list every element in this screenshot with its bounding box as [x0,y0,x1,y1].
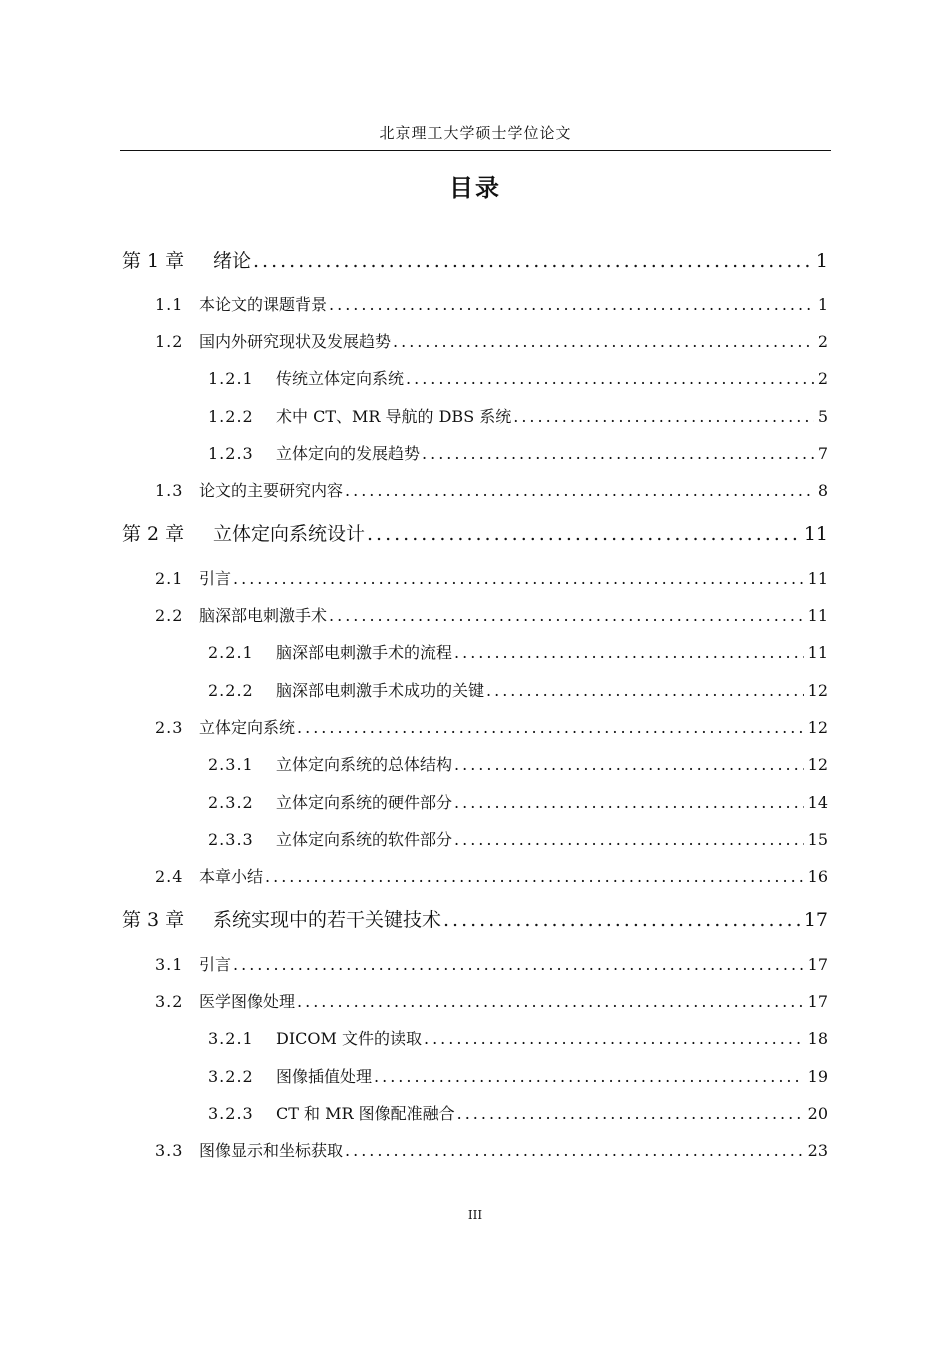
toc-page: 23 [807,1141,828,1160]
toc-label: 脑深部电刺激手术 [199,606,328,625]
toc-label: CT 和 MR 图像配准融合 [276,1104,455,1123]
toc-page: 5 [817,407,828,426]
toc-entry-chapter-3[interactable] [122,905,828,931]
toc-number: 第 1 章 [122,250,185,272]
toc-leader [297,718,804,737]
toc-label: 论文的主要研究内容 [199,481,344,500]
toc-entry-1-1[interactable] [155,292,828,314]
toc-entry-2-2-2[interactable] [208,678,828,700]
toc-number: 1.1 [155,295,184,314]
toc-number: 2.3.1 [208,755,254,774]
toc-entry-2-3-3[interactable] [208,827,828,849]
toc-entry-2-2-1[interactable] [208,640,828,662]
toc-page: 12 [807,718,828,737]
toc-leader [345,481,814,500]
toc-label: 立体定向系统的总体结构 [276,755,453,774]
toc-label: 术中 CT、MR 导航的 DBS 系统 [276,407,512,426]
toc-page: 2 [817,369,828,388]
toc-entry-2-3-1[interactable] [208,752,828,774]
toc-page: 18 [807,1029,828,1048]
toc-page: 19 [807,1067,828,1086]
toc-number: 2.2 [155,606,184,625]
toc-entry-2-4[interactable] [155,864,828,886]
toc-page: 12 [807,681,828,700]
toc-entry-1-2-3[interactable] [208,441,828,463]
toc-number: 2.4 [155,867,184,886]
toc-number: 1.3 [155,481,184,500]
page-number: III [467,1208,483,1222]
toc-entry-2-3[interactable] [155,715,828,737]
toc-label: 脑深部电刺激手术成功的关键 [276,681,485,700]
toc-label: 立体定向系统 [199,718,296,737]
toc-entry-1-2[interactable] [155,329,828,351]
toc-label: 本章小结 [199,867,264,886]
toc-entry-2-3-2[interactable] [208,790,828,812]
toc-entry-2-2[interactable] [155,603,828,625]
header-rule [120,150,831,151]
toc-entry-3-3[interactable] [155,1138,828,1160]
toc-leader [253,250,812,272]
toc-entry-3-2-1[interactable] [208,1026,828,1048]
toc-number: 第 3 章 [122,909,185,931]
toc-entry-1-3[interactable] [155,478,828,500]
toc-label: 绪论 [213,250,252,272]
toc-number: 3.2.3 [208,1104,254,1123]
toc-page: 11 [807,606,828,625]
toc-number: 3.3 [155,1141,184,1160]
toc-label: DICOM 文件的读取 [276,1029,422,1048]
toc-number: 1.2 [155,332,184,351]
toc-page: 8 [817,481,828,500]
toc-leader [345,1141,804,1160]
toc-label: 引言 [199,569,232,588]
toc-entry-3-2-3[interactable] [208,1101,828,1123]
toc-leader [297,992,804,1011]
toc-page: 11 [807,643,828,662]
toc-number: 2.1 [155,569,184,588]
toc-number: 2.3 [155,718,184,737]
toc-label: 系统实现中的若干关键技术 [213,909,442,931]
toc-leader [374,1067,804,1086]
toc-number: 3.2 [155,992,184,1011]
toc-page: 17 [803,909,828,931]
toc-page: 17 [807,955,828,974]
toc-leader [486,681,804,700]
toc-label: 立体定向的发展趋势 [276,444,421,463]
toc-page: 2 [817,332,828,351]
toc-number: 2.3.3 [208,830,254,849]
toc-label: 图像插值处理 [276,1067,373,1086]
toc-title: 目录 [449,174,501,202]
toc-leader [443,909,800,931]
toc-label: 立体定向系统设计 [213,523,366,545]
toc-leader [454,755,804,774]
toc-number: 2.2.1 [208,643,254,662]
toc-label: 传统立体定向系统 [276,369,405,388]
toc-entry-chapter-1[interactable] [122,246,828,272]
toc-entry-3-2[interactable] [155,989,828,1011]
toc-page: 17 [807,992,828,1011]
toc-leader [424,1029,804,1048]
toc-entry-2-1[interactable] [155,566,828,588]
toc-page: 7 [817,444,828,463]
toc-label: 医学图像处理 [199,992,296,1011]
toc-leader [513,407,814,426]
toc-leader [329,606,804,625]
toc-leader [457,1104,804,1123]
toc-entry-1-2-1[interactable] [208,366,828,388]
toc-page: 1 [815,250,828,272]
toc-entry-3-2-2[interactable] [208,1064,828,1086]
toc-entry-3-1[interactable] [155,952,828,974]
toc-number: 1.2.3 [208,444,254,463]
running-header: 北京理工大学硕士学位论文 [379,124,572,142]
toc-number: 1.2.2 [208,407,254,426]
toc-label: 国内外研究现状及发展趋势 [199,332,392,351]
toc-number: 1.2.1 [208,369,254,388]
toc-page: 14 [807,793,828,812]
toc-leader [406,369,814,388]
toc-leader [265,867,804,886]
toc-label: 立体定向系统的软件部分 [276,830,453,849]
toc-page: 16 [807,867,828,886]
toc-page: 11 [807,569,828,588]
toc-page: 11 [803,523,828,545]
toc-leader [454,643,804,662]
toc-leader [329,295,814,314]
toc-leader [454,793,804,812]
toc-leader [454,830,804,849]
toc-page: 12 [807,755,828,774]
toc-number: 3.2.1 [208,1029,254,1048]
toc-label: 脑深部电刺激手术的流程 [276,643,453,662]
toc-leader [393,332,814,351]
toc-number: 2.2.2 [208,681,254,700]
toc-number: 3.2.2 [208,1067,254,1086]
toc-label: 立体定向系统的硬件部分 [276,793,453,812]
toc-number: 3.1 [155,955,184,974]
toc-entry-1-2-2[interactable] [208,404,828,426]
toc-number: 2.3.2 [208,793,254,812]
toc-page: 20 [807,1104,828,1123]
toc-leader [233,955,804,974]
toc-page: 15 [807,830,828,849]
toc-leader [367,523,800,545]
toc-leader [422,444,814,463]
toc-label: 本论文的课题背景 [199,295,328,314]
toc-number: 第 2 章 [122,523,185,545]
toc-label: 引言 [199,955,232,974]
toc-entry-chapter-2[interactable] [122,519,828,545]
toc-label: 图像显示和坐标获取 [199,1141,344,1160]
toc-page: 1 [817,295,828,314]
toc-leader [233,569,804,588]
